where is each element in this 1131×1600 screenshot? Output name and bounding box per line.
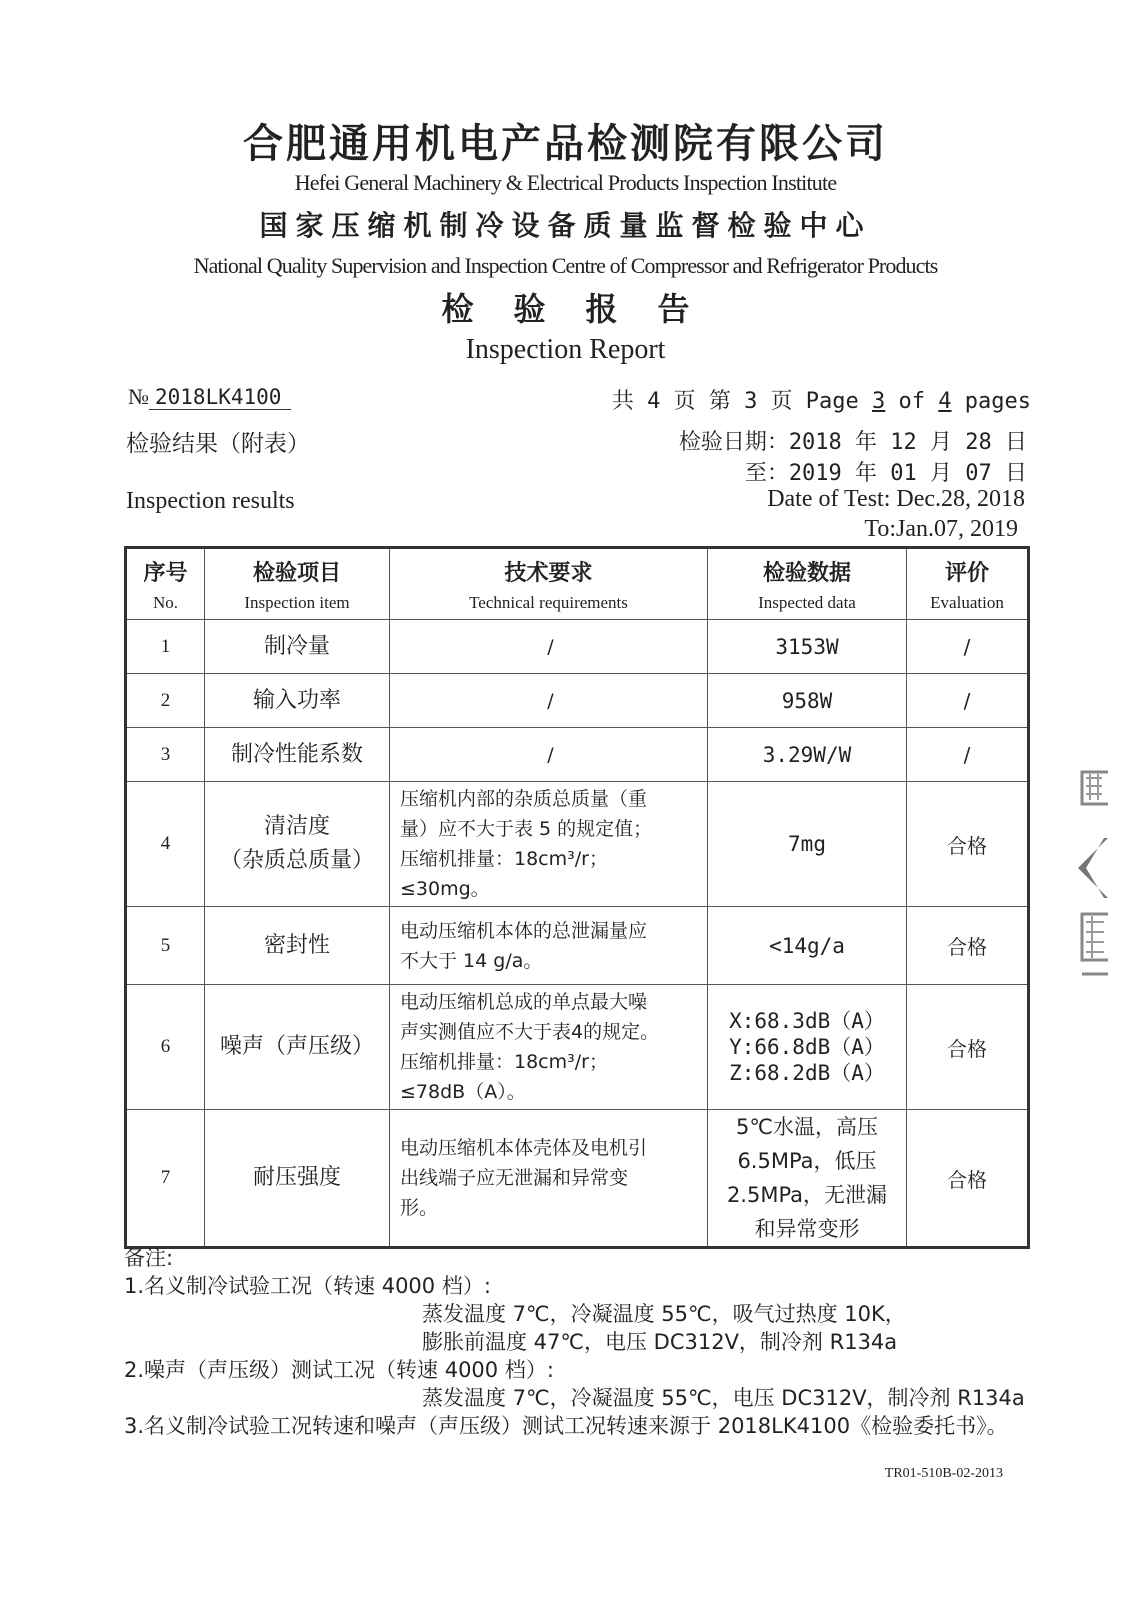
item-line: （杂质总质量） xyxy=(219,848,374,873)
row-data xyxy=(708,1110,907,1248)
item-line: 制冷性能系数 xyxy=(230,741,363,767)
item-line: 清洁度 xyxy=(263,814,330,839)
row-requirement xyxy=(390,985,708,1110)
note-1-detail-a: 蒸发温度 7℃，冷凝温度 55℃，吸气过热度 10K， xyxy=(422,1302,906,1326)
req-line: 电动压缩机本体壳体及电机引 xyxy=(400,1137,648,1159)
req-line: 电动压缩机本体的总泄漏量应 xyxy=(400,919,648,942)
req-line: 出线端子应无泄漏和异常变 xyxy=(400,1167,629,1189)
header-evaluation xyxy=(907,548,1029,620)
test-date-cn-start: 检验日期：2018 年 12 月 28 日 xyxy=(678,430,1027,455)
row-evaluation: / xyxy=(907,674,1029,728)
seam-stamp-icon xyxy=(1068,764,1108,980)
row-requirement xyxy=(390,907,708,985)
row-item xyxy=(205,620,390,674)
req-line: / xyxy=(547,689,554,712)
row-requirement xyxy=(390,620,708,674)
test-date-en-start: Date of Test: Dec.28, 2018 xyxy=(767,486,1025,512)
header-requirements xyxy=(390,548,708,620)
note-2: 2.噪声（声压级）测试工况（转速 4000 档）: xyxy=(124,1358,554,1382)
req-line: ≤78dB（A）。 xyxy=(400,1081,526,1103)
notes xyxy=(124,1244,1025,1440)
row-evaluation: / xyxy=(907,620,1029,674)
table-row xyxy=(126,620,1029,674)
report-number-label: № xyxy=(128,384,149,409)
row-item xyxy=(205,728,390,782)
table-row xyxy=(126,674,1029,728)
page-info-prefix: 共 4 页 第 3 页 Page xyxy=(611,389,873,414)
header-evaluation-cn: 评价 xyxy=(944,560,989,586)
header-no-en: No. xyxy=(152,592,179,612)
page-info-of: of xyxy=(885,389,939,414)
req-line: 电动压缩机总成的单点最大噪 xyxy=(400,991,648,1013)
data-line: Z:68.2dB（A） xyxy=(729,1061,885,1085)
header-data-en: Inspected data xyxy=(758,592,856,612)
results-title-cn: 检验结果（附表） xyxy=(126,431,310,457)
test-date-cn-end: 至：2019 年 01 月 07 日 xyxy=(744,461,1027,486)
note-1: 1.名义制冷试验工况（转速 4000 档）: xyxy=(124,1274,491,1298)
row-no: 6 xyxy=(126,985,205,1110)
data-line: 958W xyxy=(781,688,833,713)
row-item xyxy=(205,907,390,985)
row-evaluation: 合格 xyxy=(907,782,1029,907)
row-requirement xyxy=(390,728,708,782)
table-row xyxy=(126,1110,1029,1248)
results-table xyxy=(124,546,1030,1249)
header-data-cn: 检验数据 xyxy=(762,560,851,586)
data-line: 7mg xyxy=(788,832,826,856)
row-item xyxy=(205,674,390,728)
note-3: 3.名义制冷试验工况转速和噪声（声压级）测试工况转速来源于 2018LK4100《检验委托书》。 xyxy=(124,1414,1008,1438)
row-data xyxy=(708,907,907,985)
results-title-en: Inspection results xyxy=(126,488,295,514)
row-no: 5 xyxy=(126,907,205,985)
req-line: 压缩机内部的杂质总质量（重 xyxy=(400,788,648,810)
item-line: 密封性 xyxy=(263,932,330,958)
row-evaluation: 合格 xyxy=(907,907,1029,985)
center-name-en: National Quality Supervision and Inspection Centre of Compressor and Refrigerator Products xyxy=(193,253,938,278)
page-total: 4 xyxy=(938,389,952,414)
row-evaluation: 合格 xyxy=(907,985,1029,1110)
report-title-cn: 检验报告 xyxy=(441,290,730,328)
item-line: 制冷量 xyxy=(263,633,330,659)
data-line: 3153W xyxy=(775,634,839,659)
header-requirements-cn: 技术要求 xyxy=(504,560,593,586)
row-no: 7 xyxy=(126,1110,205,1248)
row-evaluation: / xyxy=(907,728,1029,782)
row-requirement xyxy=(390,782,708,907)
row-data xyxy=(708,620,907,674)
data-line: 2.5MPa，无泄漏 xyxy=(726,1183,888,1207)
data-line: 3.29W/W xyxy=(762,742,852,767)
req-line: 压缩机排量：18cm³/r； xyxy=(400,848,608,870)
report-title-en: Inspection Report xyxy=(465,334,666,365)
row-item xyxy=(205,782,390,907)
item-line: 噪声（声压级） xyxy=(219,1034,374,1059)
req-line: ≤30mg。 xyxy=(400,878,490,900)
header-item-cn: 检验项目 xyxy=(252,560,341,586)
row-data xyxy=(708,985,907,1110)
req-line: / xyxy=(547,635,554,658)
req-line: 声实测值应不大于表4的规定。 xyxy=(400,1021,660,1043)
report-number xyxy=(128,384,291,410)
data-line: 和异常变形 xyxy=(754,1217,860,1241)
row-no: 3 xyxy=(126,728,205,782)
req-line: / xyxy=(547,743,554,766)
row-data xyxy=(708,674,907,728)
data-line: 5℃水温，高压 xyxy=(736,1115,878,1139)
item-line: 耐压强度 xyxy=(252,1165,341,1190)
org-name-cn: 合肥通用机电产品检测院有限公司 xyxy=(243,121,888,167)
header-data xyxy=(708,548,907,620)
notes-title: 备注: xyxy=(124,1246,174,1270)
note-1-detail-b: 膨胀前温度 47℃，电压 DC312V，制冷剂 R134a xyxy=(422,1330,898,1354)
row-requirement xyxy=(390,674,708,728)
row-requirement xyxy=(390,1110,708,1248)
org-name-en: Hefei General Machinery & Electrical Products Inspection Institute xyxy=(294,170,837,195)
data-line: X:68.3dB（A） xyxy=(729,1009,885,1033)
table-row xyxy=(126,728,1029,782)
table-header-row xyxy=(126,548,1029,620)
page-info-suffix: pages xyxy=(951,389,1031,414)
header-item-en: Inspection item xyxy=(244,592,350,612)
req-line: 量）应不大于表 5 的规定值； xyxy=(400,818,653,840)
header-item xyxy=(205,548,390,620)
data-line: Y:66.8dB（A） xyxy=(729,1035,885,1059)
table-row xyxy=(126,907,1029,985)
req-line: 形。 xyxy=(400,1197,439,1219)
header-requirements-en: Technical requirements xyxy=(469,592,628,612)
header-no-cn: 序号 xyxy=(143,560,188,586)
req-line: 压缩机排量：18cm³/r； xyxy=(400,1051,608,1073)
report-number-value: 2018LK4100 xyxy=(149,385,291,410)
row-evaluation: 合格 xyxy=(907,1110,1029,1248)
row-data xyxy=(708,782,907,907)
data-line: <14g/a xyxy=(769,933,845,958)
data-line: 6.5MPa，低压 xyxy=(737,1149,877,1173)
row-no: 4 xyxy=(126,782,205,907)
page-info xyxy=(612,384,1031,415)
page-current: 3 xyxy=(872,389,886,414)
header-evaluation-en: Evaluation xyxy=(930,592,1004,612)
note-2-detail: 蒸发温度 7℃，冷凝温度 55℃，电压 DC312V，制冷剂 R134a xyxy=(422,1386,1025,1410)
req-line: 不大于 14 g/a。 xyxy=(400,949,543,972)
row-no: 2 xyxy=(126,674,205,728)
form-code: TR01-510B-02-2013 xyxy=(884,1466,1003,1481)
test-date-en-end: To:Jan.07, 2019 xyxy=(864,516,1018,542)
table-row xyxy=(126,985,1029,1110)
row-no: 1 xyxy=(126,620,205,674)
header-no xyxy=(126,548,205,620)
table-row xyxy=(126,782,1029,907)
row-data xyxy=(708,728,907,782)
row-item xyxy=(205,1110,390,1248)
center-name-cn: 国家压缩机制冷设备质量监督检验中心 xyxy=(259,209,872,242)
item-line: 输入功率 xyxy=(252,687,341,713)
row-item xyxy=(205,985,390,1110)
